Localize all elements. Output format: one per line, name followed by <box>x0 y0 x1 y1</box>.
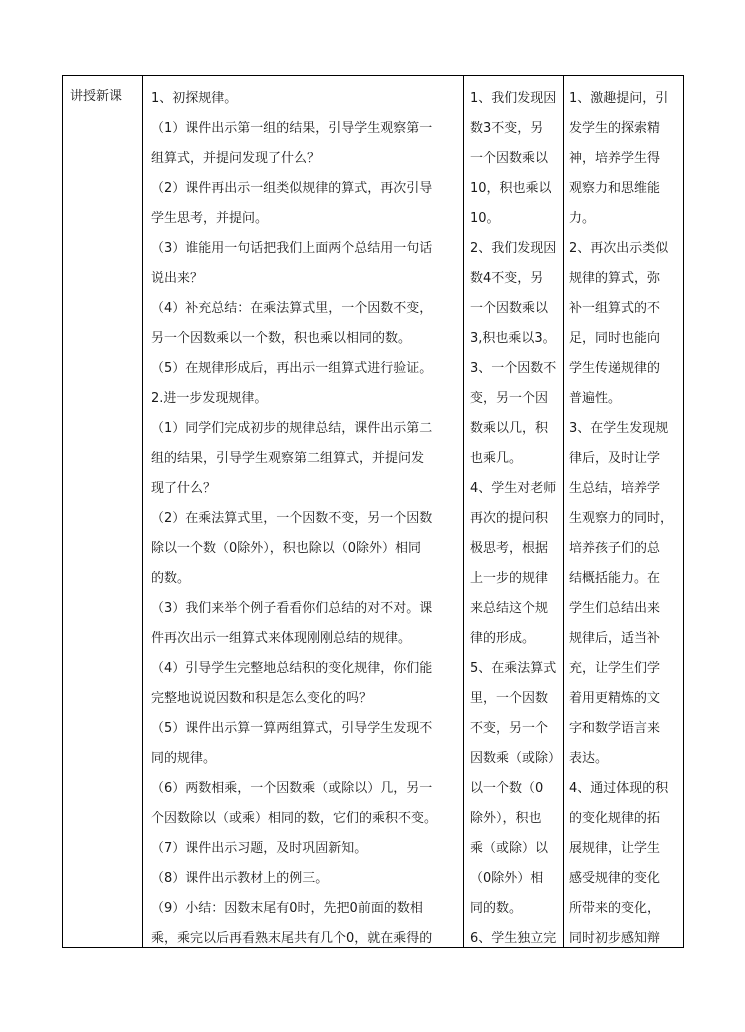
process-line: （5）课件出示算一算两组算式，引导学生发现不 <box>151 721 433 736</box>
intent-line: 结概括能力。在 <box>569 571 661 586</box>
student-line: 数4不变，另 <box>470 271 544 286</box>
student-line: 数3不变，另 <box>470 121 544 136</box>
intent-line: 表达。 <box>569 751 609 766</box>
intent-line: 律后，及时让学 <box>569 451 661 466</box>
stage-label-cell <box>63 76 143 948</box>
student-line: 律的形成。 <box>470 631 536 646</box>
student-line: 以一个数（0 <box>470 781 544 796</box>
student-activity-cell <box>464 76 564 948</box>
intent-line: 补一组算式的不 <box>569 301 661 316</box>
process-line: 件再次出示一组算式来体现刚刚总结的规律。 <box>151 631 412 646</box>
process-line: （1）同学们完成初步的规律总结，课件出示第二 <box>151 421 433 436</box>
intent-line: 4、通过体现的积 <box>569 781 669 796</box>
table-row <box>63 76 684 948</box>
student-line: 乘（或除）以 <box>470 841 549 856</box>
student-line: 一个因数乘以 <box>470 301 549 316</box>
intent-line: 学生传递规律的 <box>569 361 661 376</box>
intent-line: 生观察力的同时， <box>569 511 674 526</box>
intent-line: 生总结，培养学 <box>569 481 661 496</box>
student-line: 里，一个因数 <box>470 691 549 706</box>
intent-line: 展规律，让学生 <box>569 841 661 856</box>
process-line: 1、初探规律。 <box>151 91 238 106</box>
process-line: 组算式，并提问发现了什么？ <box>151 151 321 166</box>
intent-line: 2、再次出示类似 <box>569 241 669 256</box>
process-line: （1）课件出示第一组的结果，引导学生观察第一 <box>151 121 433 136</box>
process-line: 个因数除以（或乘）相同的数，它们的乘积不变。 <box>151 811 438 826</box>
intent-line: 字和数学语言来 <box>569 721 661 736</box>
process-line: 说出来？ <box>151 271 204 286</box>
student-line: 数乘以几，积 <box>470 421 549 436</box>
student-line: 3,积也乘以3。 <box>470 331 556 346</box>
intent-line: 着用更精炼的文 <box>569 691 661 706</box>
student-line: 1、我们发现因 <box>470 91 557 106</box>
intent-line: 3、在学生发现规 <box>569 421 669 436</box>
student-line: 一个因数乘以 <box>470 151 549 166</box>
student-line: 不变，另一个 <box>470 721 549 736</box>
intent-line: 培养孩子们的总 <box>569 541 661 556</box>
intent-line: 所带来的变化， <box>569 901 661 916</box>
student-line: （0除外）相 <box>470 871 544 886</box>
intent-line: 规律后，适当补 <box>569 631 661 646</box>
process-line: （5）在规律形成后，再出示一组算式进行验证。 <box>151 361 433 376</box>
process-line: （4）补充总结：在乘法算式里，一个因数不变， <box>151 301 433 316</box>
student-line: 5、在乘法算式 <box>470 661 557 676</box>
teaching-process-cell <box>143 76 464 948</box>
process-line: 同的规律。 <box>151 751 217 766</box>
student-line: 再次的提问积 <box>470 511 549 526</box>
intent-line: 足，同时也能向 <box>569 331 661 346</box>
intent-line: 同时初步感知辩 <box>569 931 661 946</box>
lesson-plan-table <box>62 75 684 948</box>
student-line: 4、学生对老师 <box>470 481 557 496</box>
student-line: 极思考，根据 <box>470 541 549 556</box>
process-line: （4）引导学生完整地总结积的变化规律，你们能 <box>151 661 433 676</box>
process-line: 另一个因数乘以一个数，积也乘以相同的数。 <box>151 331 412 346</box>
student-line: 同的数。 <box>470 901 523 916</box>
intent-line: 充，让学生们学 <box>569 661 661 676</box>
intent-line: 观察力和思维能 <box>569 181 661 196</box>
student-line: 10，积也乘以 <box>470 181 552 196</box>
process-line: 现了什么？ <box>151 481 217 496</box>
process-line: （3）谁能用一句话把我们上面两个总结用一句话 <box>151 241 433 256</box>
student-line: 10。 <box>470 211 500 226</box>
process-line: （6）两数相乘，一个因数乘（或除以）几，另一 <box>151 781 433 796</box>
intent-line: 规律的算式，弥 <box>569 271 661 286</box>
student-line: 因数乘（或除） <box>470 751 562 766</box>
process-line: （3）我们来举个例子看看你们总结的对不对。课 <box>151 601 433 616</box>
intent-line: 1、激趣提问，引 <box>569 91 669 106</box>
stage-label: 讲授新课 <box>70 89 123 104</box>
design-intent-text <box>564 76 683 947</box>
process-line: 2.进一步发现规律。 <box>151 391 268 406</box>
process-line: （2）在乘法算式里，一个因数不变，另一个因数 <box>151 511 433 526</box>
design-intent-cell <box>564 76 684 948</box>
process-line: 除以一个数（0除外），积也除以（0除外）相同 <box>151 541 422 556</box>
student-line: 3、一个因数不 <box>470 361 557 376</box>
intent-line: 神，培养学生得 <box>569 151 661 166</box>
intent-line: 的变化规律的拓 <box>569 811 661 826</box>
student-line: 6、学生独立完 <box>470 931 557 946</box>
process-line: 乘，乘完以后再看熟末尾共有几个0，就在乘得的 <box>151 931 433 946</box>
student-line: 也乘几。 <box>470 451 523 466</box>
process-line: （9）小结：因数末尾有0时，先把0前面的数相 <box>151 901 423 916</box>
student-line: 2、我们发现因 <box>470 241 557 256</box>
process-line: （8）课件出示教材上的例三。 <box>151 871 329 886</box>
intent-line: 力。 <box>569 211 596 226</box>
student-line: 变，另一个因 <box>470 391 549 406</box>
student-line: 除外），积也 <box>470 811 542 826</box>
process-line: （7）课件出示习题，及时巩固新知。 <box>151 841 368 856</box>
teaching-process-text <box>143 76 463 947</box>
process-line: 组的结果，引导学生观察第二组算式，并提问发 <box>151 451 425 466</box>
process-line: 完整地说说因数和积是怎么变化的吗？ <box>151 691 373 706</box>
process-line: 的数。 <box>151 571 191 586</box>
intent-line: 学生们总结出来 <box>569 601 661 616</box>
intent-line: 发学生的探索精 <box>569 121 661 136</box>
process-line: 学生思考，并提问。 <box>151 211 269 226</box>
intent-line: 普遍性。 <box>569 391 622 406</box>
student-activity-text <box>464 76 563 947</box>
intent-line: 感受规律的变化 <box>569 871 661 886</box>
process-line: （2）课件再出示一组类似规律的算式，再次引导 <box>151 181 433 196</box>
student-line: 上一步的规律 <box>470 571 549 586</box>
student-line: 来总结这个规 <box>470 601 549 616</box>
